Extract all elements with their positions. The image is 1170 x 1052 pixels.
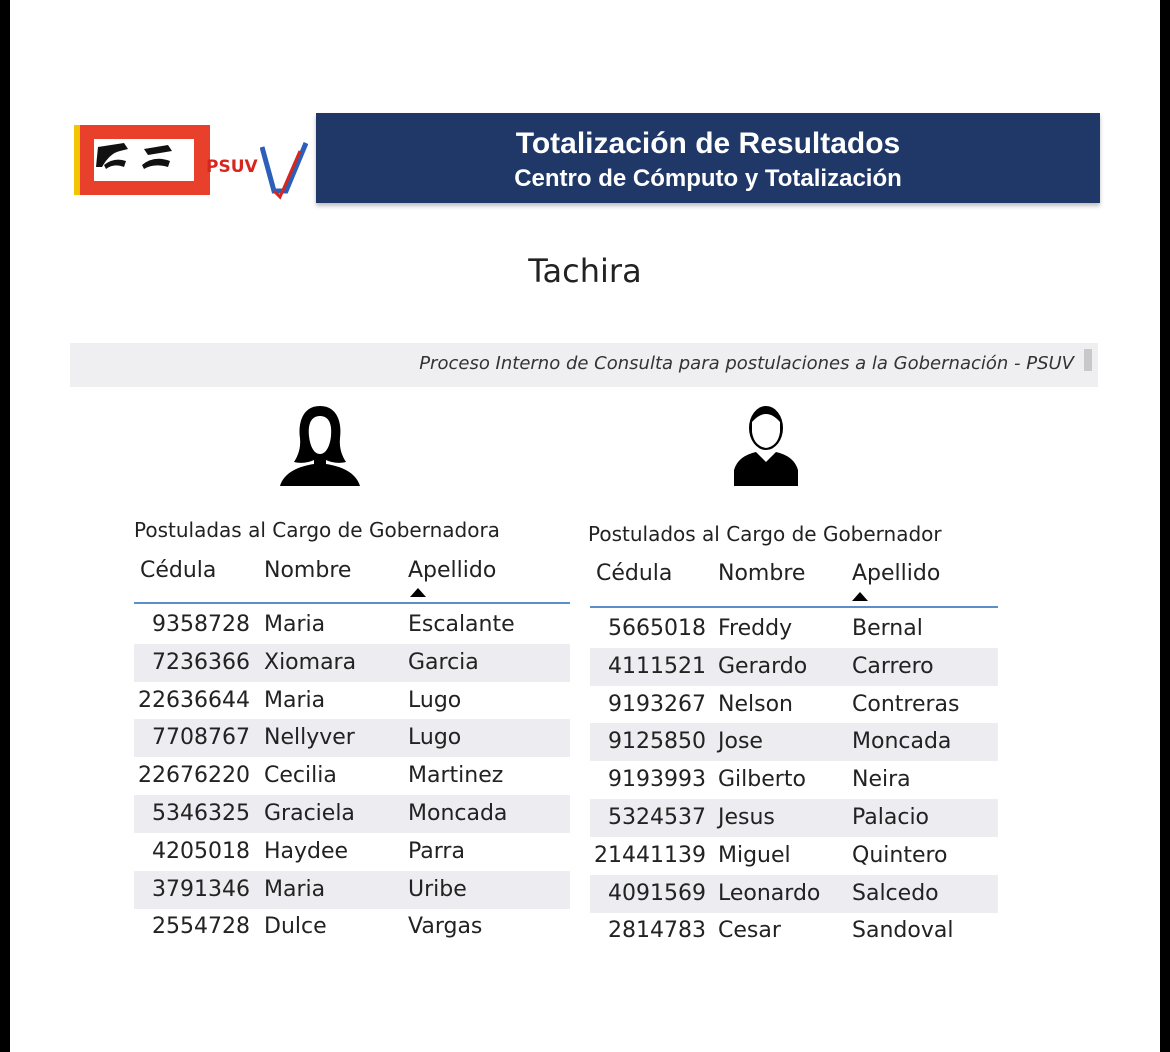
process-label: Proceso Interno de Consulta para postulaciones a la Gobernación - PSUV [419, 353, 1074, 374]
cell-nombre: Freddy [718, 616, 793, 641]
cell-nombre: Haydee [264, 838, 349, 864]
male-table-title: Postulados al Cargo de Gobernador [588, 522, 942, 546]
cell-cedula: 21441139 [594, 842, 706, 868]
sort-ascending-icon[interactable] [410, 588, 426, 597]
cell-cedula: 7236366 [152, 649, 250, 675]
process-bar [70, 343, 1098, 387]
male-col-cedula[interactable]: Cédula [596, 561, 673, 586]
cell-apellido: Salcedo [852, 880, 939, 906]
cell-nombre: Graciela [264, 801, 355, 826]
table-row[interactable] [134, 644, 570, 682]
cell-cedula: 4111521 [608, 653, 706, 679]
cell-cedula: 7708767 [152, 725, 250, 751]
page [10, 0, 1160, 1052]
female-user-icon [280, 402, 360, 486]
cell-apellido: Moncada [408, 801, 508, 826]
cell-cedula: 2554728 [152, 914, 250, 940]
female-header-line [134, 602, 570, 604]
cell-cedula: 3791346 [152, 876, 250, 902]
cell-cedula: 4091569 [608, 880, 706, 906]
table-row[interactable] [590, 761, 998, 799]
cell-apellido: Vargas [408, 914, 483, 940]
cell-apellido: Uribe [408, 876, 467, 902]
cell-apellido: Carrero [852, 653, 934, 679]
header-subtitle: Centro de Cómputo y Totalización [514, 165, 902, 192]
cell-nombre: Miguel [718, 842, 791, 868]
cell-apellido: Bernal [852, 616, 923, 641]
female-table-title: Postuladas al Cargo de Gobernadora [134, 518, 500, 542]
process-bar-marker [1084, 349, 1092, 371]
table-row[interactable] [590, 912, 998, 950]
cell-apellido: Contreras [852, 691, 960, 717]
female-col-nombre[interactable]: Nombre [264, 558, 352, 583]
cell-cedula: 5665018 [608, 616, 706, 641]
table-row[interactable] [134, 871, 570, 909]
cell-cedula: 2814783 [608, 918, 706, 944]
table-row[interactable] [590, 686, 998, 724]
table-row[interactable] [590, 875, 998, 913]
cell-nombre: Maria [264, 687, 326, 713]
table-row[interactable] [134, 757, 570, 795]
table-row[interactable] [134, 833, 570, 871]
header-banner [74, 113, 1100, 205]
table-row[interactable] [134, 795, 570, 833]
cell-nombre: Jose [718, 729, 763, 755]
cell-nombre: Nellyver [264, 725, 355, 751]
cell-apellido: Garcia [408, 649, 479, 675]
table-row[interactable] [590, 799, 998, 837]
cell-apellido: Lugo [408, 687, 462, 713]
table-row[interactable] [134, 908, 570, 946]
psuv-logo [74, 121, 314, 205]
table-row[interactable] [590, 610, 998, 648]
cell-cedula: 4205018 [152, 838, 250, 864]
cell-apellido: Lugo [408, 725, 462, 751]
table-row[interactable] [134, 606, 570, 644]
male-col-nombre[interactable]: Nombre [718, 561, 806, 586]
cell-cedula: 5346325 [152, 801, 250, 826]
cell-nombre: Dulce [264, 914, 327, 940]
cell-nombre: Cecilia [264, 763, 337, 789]
cell-nombre: Cesar [718, 918, 781, 944]
cell-cedula: 5324537 [608, 805, 706, 830]
cell-nombre: Leonardo [718, 880, 821, 906]
cell-cedula: 9358728 [152, 612, 250, 637]
cell-cedula: 9125850 [608, 729, 706, 755]
cell-cedula: 9193267 [608, 691, 706, 717]
table-row[interactable] [134, 682, 570, 720]
cell-apellido: Moncada [852, 729, 952, 755]
sort-ascending-icon[interactable] [852, 592, 868, 601]
cell-nombre: Gilberto [718, 767, 806, 793]
logo-text: PSUV [206, 157, 258, 177]
cell-nombre: Maria [264, 876, 326, 902]
cell-nombre: Nelson [718, 691, 793, 717]
psuv-v-icon [260, 141, 308, 201]
cell-apellido: Palacio [852, 805, 930, 830]
cell-cedula: 22636644 [138, 687, 250, 713]
cell-apellido: Escalante [408, 612, 515, 637]
cell-apellido: Neira [852, 767, 911, 793]
male-header-line [590, 606, 998, 608]
table-row[interactable] [134, 719, 570, 757]
cell-apellido: Parra [408, 838, 465, 864]
chavez-eyes-icon [94, 139, 194, 181]
cell-apellido: Martinez [408, 763, 504, 789]
male-col-apellido[interactable]: Apellido [852, 561, 941, 586]
state-name: Tachira [528, 252, 642, 290]
table-row[interactable] [590, 723, 998, 761]
table-row[interactable] [590, 648, 998, 686]
cell-nombre: Xiomara [264, 649, 357, 675]
cell-apellido: Sandoval [852, 918, 954, 944]
female-col-cedula[interactable]: Cédula [140, 558, 217, 583]
logo-eyes-panel [94, 139, 194, 181]
cell-cedula: 22676220 [138, 763, 250, 789]
header-title: Totalización de Resultados [515, 127, 901, 160]
header-title-panel [316, 113, 1100, 203]
cell-cedula: 9193993 [608, 767, 706, 793]
cell-apellido: Quintero [852, 842, 948, 868]
male-user-icon [734, 400, 798, 486]
cell-nombre: Maria [264, 612, 326, 637]
cell-nombre: Jesus [718, 805, 775, 830]
female-col-apellido[interactable]: Apellido [408, 558, 497, 583]
table-row[interactable] [590, 837, 998, 875]
cell-nombre: Gerardo [718, 653, 808, 679]
